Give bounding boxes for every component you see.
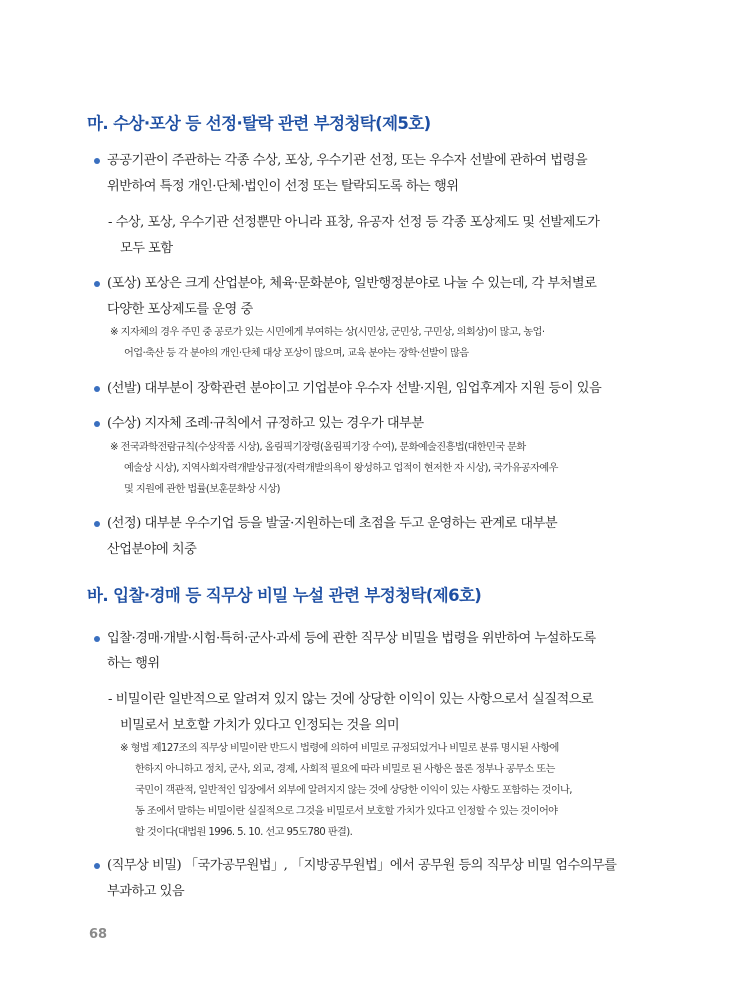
bullet-icon (94, 281, 100, 287)
section-ba-note-1-line-3: 국민이 객관적, 일반적인 입장에서 외부에 알려지지 않는 것에 상당한 이익이 있는 사항도 포함하는 것이나, (135, 785, 572, 796)
section-ba-dash-1-line-2: 비밀로서 보호할 가치가 있다고 인정되는 것을 의미 (120, 718, 400, 733)
section-ma-note-1-line-1: ※ 지자체의 경우 주민 중 공로가 있는 시민에게 부여하는 상(시민상, 군민상, 구민상, 의회상)이 많고, 농업· (110, 327, 545, 338)
section-ma-note-2-line-1: ※ 전국과학전람규칙(수상작품 시상), 올림픽기장령(올림픽기장 수여), 문화예술진흥법(대한민국 문화 (110, 442, 526, 453)
section-ba-note-1-line-5: 할 것이다(대법원 1996. 5. 10. 선고 95도780 판결). (135, 827, 353, 838)
section-ma-bullet-5-line-1: (선정) 대부분 우수기업 등을 발굴·지원하는데 초점을 두고 운영하는 관계로 대부분 (107, 516, 558, 531)
section-ma-note-2-line-3: 및 지원에 관한 법률(보훈문화상 시상) (124, 484, 280, 495)
section-ba-bullet-1-line-2: 하는 행위 (107, 656, 160, 671)
section-ba-note-1-line-1: ※ 형법 제127조의 직무상 비밀이란 반드시 법령에 의하여 비밀로 규정되었거나 비밀로 분류 명시된 사항에 (120, 743, 559, 754)
section-ba-note-1-line-4: 동 조에서 말하는 비밀이란 실질적으로 그것을 비밀로서 보호할 가치가 있다고 인정할 수 있는 것이어야 (135, 806, 558, 817)
section-ma-bullet-3: (선발) 대부분이 장학관련 분야이고 기업분야 우수자 선발·지원, 임업후계자 지원 등이 있음 (107, 381, 602, 396)
section-ma-dash-1-line-1: - 수상, 포상, 우수기관 선정뿐만 아니라 표창, 유공자 선정 등 각종 포상제도 및 선발제도가 (108, 215, 600, 230)
section-ba-dash-1-line-1: - 비밀이란 일반적으로 알려져 있지 않는 것에 상당한 이익이 있는 사항으로서 실질적으로 (108, 692, 594, 707)
bullet-icon (94, 636, 100, 642)
section-ba-heading: 바. 입찰·경매 등 직무상 비밀 누설 관련 부정청탁(제6호) (87, 586, 482, 605)
bullet-icon (94, 421, 100, 427)
section-ba-bullet-2-line-2: 부과하고 있음 (107, 884, 185, 899)
section-ba-bullet-2-line-1: (직무상 비밀) 「국가공무원법」, 「지방공무원법」에서 공무원 등의 직무상 비밀 엄수의무를 (107, 858, 617, 873)
section-ma-bullet-1-line-2: 위반하여 특정 개인·단체·법인이 선정 또는 탈락되도록 하는 행위 (107, 179, 459, 194)
section-ba-bullet-1-line-1: 입찰·경매·개발·시험·특허·군사·과세 등에 관한 직무상 비밀을 법령을 위반하여 누설하도록 (107, 631, 596, 646)
section-ma-bullet-4: (수상) 지자체 조례·규칙에서 규정하고 있는 경우가 대부분 (107, 416, 424, 431)
section-ma-heading: 마. 수상·포상 등 선정·탈락 관련 부정청탁(제5호) (87, 114, 431, 133)
section-ma-note-2-line-2: 예술상 시상), 지역사회자력개발상규정(자력개발의욕이 왕성하고 업적이 현저한 자 시상), 국가유공자예우 (124, 463, 558, 474)
bullet-icon (94, 158, 100, 164)
section-ma-bullet-1-line-1: 공공기관이 주관하는 각종 수상, 포상, 우수기관 선정, 또는 우수자 선발에 관하여 법령을 (107, 153, 588, 168)
section-ma-dash-1-line-2: 모두 포함 (120, 241, 173, 256)
bullet-icon (94, 863, 100, 869)
bullet-icon (94, 521, 100, 527)
section-ma-bullet-2-line-1: (포상) 포상은 크게 산업분야, 체육·문화분야, 일반행정분야로 나눌 수 있는데, 각 부처별로 (107, 276, 597, 291)
page-number: 68 (89, 927, 108, 942)
section-ma-bullet-2-line-2: 다양한 포상제도를 운영 중 (107, 302, 253, 317)
section-ma-bullet-5-line-2: 산업분야에 치중 (107, 542, 197, 557)
bullet-icon (94, 386, 100, 392)
section-ma-note-1-line-2: 어업·축산 등 각 분야의 개인·단체 대상 포상이 많으며, 교육 분야는 장학·선발이 많음 (124, 348, 469, 359)
section-ba-note-1-line-2: 한하지 아니하고 정치, 군사, 외교, 경제, 사회적 필요에 따라 비밀로 된 사항은 물론 정부나 공무소 또는 (135, 764, 555, 775)
